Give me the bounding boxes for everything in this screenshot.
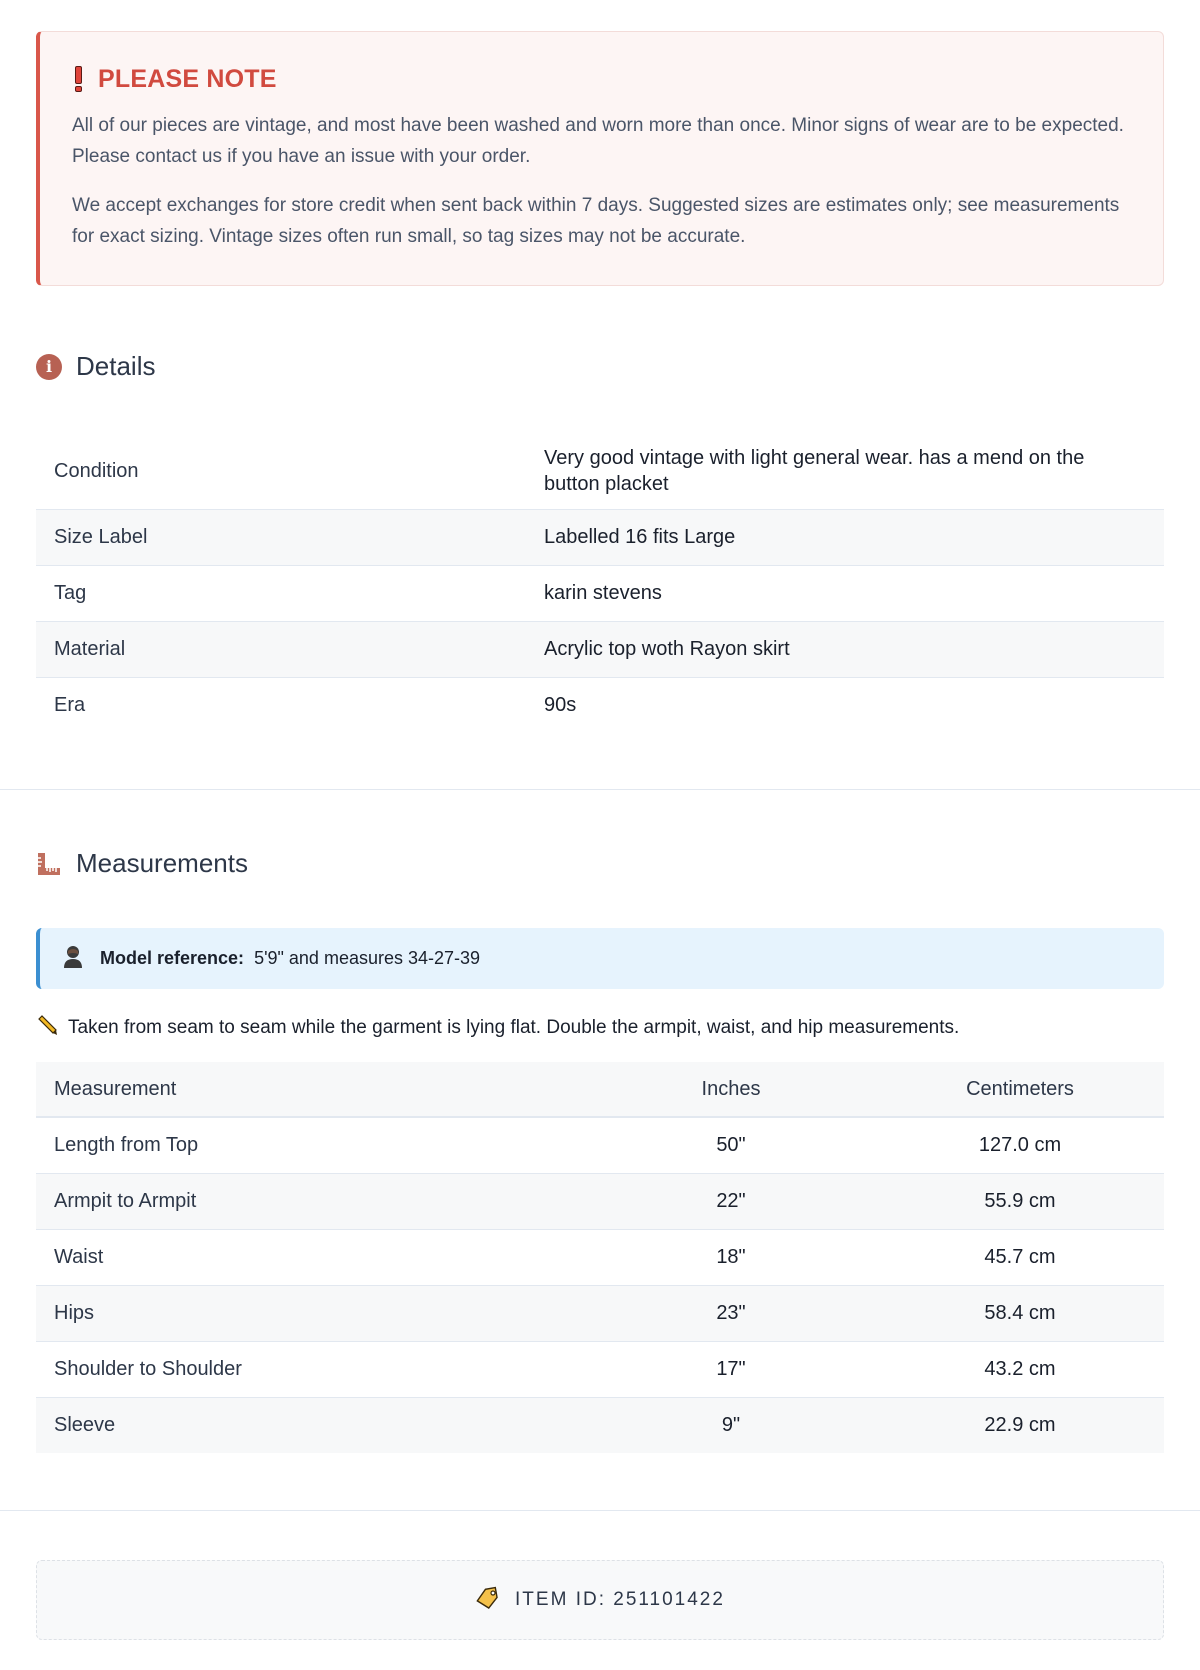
info-icon: i [36, 354, 62, 380]
table-row [36, 509, 1164, 565]
table-row [36, 434, 1164, 509]
table-header-row [36, 1062, 1164, 1117]
measurement-inches: 18" [586, 1229, 876, 1285]
table-row [36, 621, 1164, 677]
measurement-name: Sleeve [36, 1397, 586, 1453]
item-id-text: ITEM ID: 251101422 [515, 1589, 725, 1610]
measurement-inches: 9" [586, 1397, 876, 1453]
notice-paragraph-2: We accept exchanges for store credit when sent back within 7 days. Suggested sizes are estimates only; see measurements for exact sizing. Vintage sizes often run small, so tag sizes may not be accurate. [72, 195, 1120, 247]
model-reference-value: 5'9" and measures 34-27-39 [254, 948, 481, 968]
measurement-note [36, 1014, 959, 1042]
column-header: Centimeters [876, 1062, 1164, 1117]
measurement-inches: 23" [586, 1285, 876, 1341]
measurement-cm: 22.9 cm [876, 1397, 1164, 1453]
table-row [36, 1397, 1164, 1453]
section-divider [0, 1510, 1200, 1511]
notice-title: PLEASE NOTE [98, 64, 277, 93]
measurement-name: Waist [36, 1229, 586, 1285]
measurement-name: Armpit to Armpit [36, 1173, 586, 1229]
ruler-icon [36, 851, 62, 877]
measurement-inches: 50" [586, 1117, 876, 1173]
measurement-inches: 22" [586, 1173, 876, 1229]
detail-label: Material [36, 621, 544, 677]
column-header: Measurement [36, 1062, 586, 1117]
measurement-cm: 45.7 cm [876, 1229, 1164, 1285]
notice-paragraph-1: All of our pieces are vintage, and most have been washed and worn more than once. Minor signs of wear are to be expected. Please contact us if you have an issue with your order. [72, 115, 1124, 167]
notice-header [72, 62, 1133, 96]
table-row [36, 1229, 1164, 1285]
detail-label: Era [54, 693, 86, 716]
detail-value: Labelled 16 fits Large [544, 509, 1164, 565]
table-row [36, 1117, 1164, 1173]
measurement-name: Shoulder to Shoulder [36, 1341, 586, 1397]
detail-value: 90s [544, 694, 577, 717]
section-divider [0, 789, 1200, 790]
model-reference-label: Model reference: [100, 948, 245, 968]
model-reference-banner [36, 928, 1164, 989]
detail-value: Acrylic top woth Rayon skirt [544, 621, 1164, 677]
detail-label: Size Label [36, 509, 544, 565]
measurement-cm: 127.0 cm [876, 1117, 1164, 1173]
column-header: Inches [586, 1062, 876, 1117]
table-row [36, 1341, 1164, 1397]
table-row [36, 1285, 1164, 1341]
detail-value: Very good vintage with light general wear. has a mend on the button placket [544, 434, 1164, 509]
measurement-cm: 43.2 cm [876, 1341, 1164, 1397]
measurements-title: Measurements [76, 848, 248, 878]
detail-label: Tag [36, 565, 544, 621]
details-heading [36, 351, 155, 382]
measurements-heading [36, 848, 248, 879]
measurement-name: Hips [36, 1285, 586, 1341]
table-row [36, 677, 1164, 733]
notice-box [36, 31, 1164, 286]
measurement-cm: 58.4 cm [876, 1285, 1164, 1341]
detail-label: Condition [36, 434, 544, 509]
measurement-note-text: Taken from seam to seam while the garment is lying flat. Double the armpit, waist, and hip measurements. [68, 1017, 960, 1038]
item-id-box [36, 1560, 1164, 1640]
measurement-inches: 17" [586, 1341, 876, 1397]
person-icon [62, 944, 84, 973]
measurements-table [36, 1062, 1164, 1453]
table-row [36, 565, 1164, 621]
pencil-icon [36, 1014, 58, 1042]
details-title: Details [76, 351, 156, 381]
tag-icon [475, 1585, 501, 1615]
measurement-cm: 55.9 cm [876, 1173, 1164, 1229]
table-row [36, 1173, 1164, 1229]
measurement-name: Length from Top [36, 1117, 586, 1173]
detail-value: karin stevens [544, 565, 1164, 621]
details-table [36, 434, 1164, 733]
exclamation-icon [72, 66, 84, 92]
